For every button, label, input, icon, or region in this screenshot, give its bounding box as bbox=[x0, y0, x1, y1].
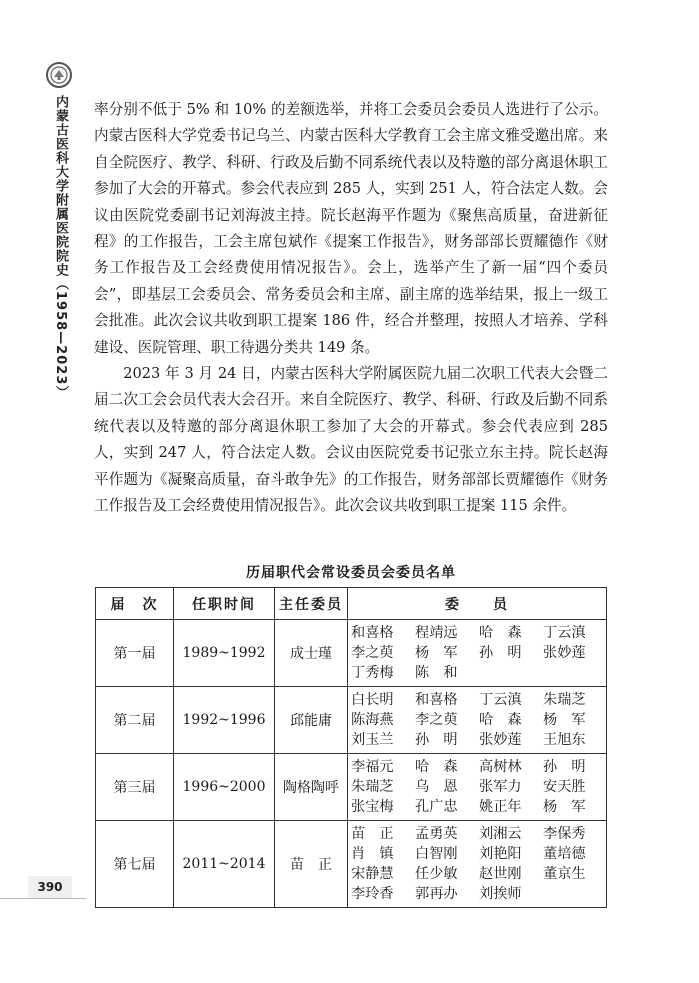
term-cell: 1996~2000 bbox=[174, 754, 275, 821]
paragraph: 率分别不低于 5% 和 10% 的差额选举，并将工会委员会委员人选进行了公示。内蒙古医科大学党委书记乌兰、内蒙古医科大学教育工会主席文雅受邀出席。来自全院医疗、教学、科研、行政及后勤不同系统代表以及特邀的部分离退休职工参加了大会的开幕式。参会代表应到 285 人，实到 251 人，符合法定人数。会议由医院党委副书记刘海波主持。院长赵海平作题为《聚焦高质量，奋进新征程》的工作报告，工会主席包斌作《提案工作报告》，财务部部长贾耀德作《财务工作报告及工会经费使用情况报告》。会上，选举产生了新一届“四个委员会”，即基层工会委员会、常务委员会和主席、副主席的选举结果，报上一级工会批准。此次会议共收到职工提案 186 件，经合并整理，按照人才培养、学科建设、医院管理、职工待遇分类共 149 条。 bbox=[94, 101, 608, 356]
committee-table bbox=[95, 587, 607, 908]
member-name: 程靖远 bbox=[415, 625, 458, 641]
member-name: 白智刚 bbox=[415, 846, 458, 862]
chair-cell: 邱能庸 bbox=[275, 687, 348, 754]
body-text bbox=[94, 97, 608, 520]
member-name: 郭再办 bbox=[415, 886, 458, 902]
member-name: 张宝梅 bbox=[351, 799, 394, 815]
member-name: 高树林 bbox=[479, 759, 522, 775]
member-name: 朱瑞芝 bbox=[543, 692, 586, 708]
member-name: 朱瑞芝 bbox=[351, 779, 394, 795]
paragraph: 2023 年 3 月 24 日，内蒙古医科大学附属医院九届二次职工代表大会暨二届二次工会会员代表大会召开。来自全院医疗、教学、科研、行政及后勤不同系统代表以及特邀的部分离退休职工参加了大会的开幕式。参会代表应到 285 人，实到 247 人，符合法定人数。会议由医院党委书记张立东主持。院长赵海平作题为《凝聚高质量，奋斗敢争先》的工作报告，财务部部长贾耀德作《财务工作报告及工会经费使用情况报告》。此次会议共收到职工提案 115 余件。 bbox=[94, 365, 608, 515]
member-name: 陈 和 bbox=[415, 665, 458, 681]
member-name: 杨 军 bbox=[543, 712, 586, 728]
header-session: 届 次 bbox=[96, 588, 174, 620]
member-name: 孔广忠 bbox=[415, 799, 458, 815]
member-name: 杨 军 bbox=[415, 645, 458, 661]
member-name: 哈 森 bbox=[479, 625, 522, 641]
members-list bbox=[348, 754, 606, 820]
member-name: 哈 森 bbox=[479, 712, 522, 728]
session-cell: 第二届 bbox=[96, 687, 174, 754]
member-name: 赵世刚 bbox=[479, 866, 522, 882]
member-name: 李之萸 bbox=[415, 712, 458, 728]
session-cell: 第一届 bbox=[96, 620, 174, 687]
members-list bbox=[348, 620, 606, 686]
table-row bbox=[96, 821, 607, 908]
member-name: 丁云滇 bbox=[479, 692, 522, 708]
members-cell bbox=[348, 687, 607, 754]
term-cell: 2011~2014 bbox=[174, 821, 275, 908]
member-name: 李之萸 bbox=[351, 645, 394, 661]
chair-cell: 苗 正 bbox=[275, 821, 348, 908]
member-name: 安天胜 bbox=[543, 779, 586, 795]
member-name: 陈海燕 bbox=[351, 712, 394, 728]
member-name: 刘艳阳 bbox=[479, 846, 522, 862]
member-name: 杨 军 bbox=[543, 799, 586, 815]
member-name: 刘玉兰 bbox=[351, 732, 394, 748]
member-name: 宋静慧 bbox=[351, 866, 394, 882]
member-name: 张军力 bbox=[479, 779, 522, 795]
table-row bbox=[96, 620, 607, 687]
members-list bbox=[348, 687, 606, 753]
member-name: 孙 明 bbox=[479, 645, 522, 661]
member-name: 孟勇英 bbox=[415, 826, 458, 842]
member-name: 白长明 bbox=[351, 692, 394, 708]
member-name: 刘挨师 bbox=[479, 886, 522, 902]
book-title: 内蒙古医科大学附属医院院史（1958—2023） bbox=[53, 95, 68, 400]
members-cell bbox=[348, 754, 607, 821]
member-name: 姚正年 bbox=[479, 799, 522, 815]
member-name: 刘湘云 bbox=[479, 826, 522, 842]
member-name: 任少敏 bbox=[415, 866, 458, 882]
member-name: 丁云滇 bbox=[543, 625, 586, 641]
member-name: 和喜格 bbox=[351, 625, 394, 641]
hospital-logo-icon bbox=[46, 62, 72, 88]
member-name: 李玲香 bbox=[351, 886, 394, 902]
members-list bbox=[348, 821, 606, 907]
member-name: 丁秀梅 bbox=[351, 665, 394, 681]
term-cell: 1989~1992 bbox=[174, 620, 275, 687]
table-title: 历届职代会常设委员会委员名单 bbox=[246, 565, 456, 581]
table-row bbox=[96, 687, 607, 754]
member-name: 张妙莲 bbox=[543, 645, 586, 661]
member-name: 乌 恩 bbox=[415, 779, 458, 795]
page-divider bbox=[0, 898, 86, 899]
member-name: 哈 森 bbox=[415, 759, 458, 775]
chair-cell: 成士瑾 bbox=[275, 620, 348, 687]
member-name: 孙 明 bbox=[415, 732, 458, 748]
header-chair: 主任委员 bbox=[275, 588, 348, 620]
member-name: 李福元 bbox=[351, 759, 394, 775]
header-term: 任职时间 bbox=[174, 588, 275, 620]
page-number: 390 bbox=[28, 876, 72, 898]
member-name: 董培德 bbox=[543, 846, 586, 862]
member-name: 孙 明 bbox=[543, 759, 586, 775]
member-name: 张妙莲 bbox=[479, 732, 522, 748]
chair-cell: 陶格陶呼 bbox=[275, 754, 348, 821]
member-name: 和喜格 bbox=[415, 692, 458, 708]
table-row bbox=[96, 754, 607, 821]
members-cell bbox=[348, 620, 607, 687]
member-name: 王旭东 bbox=[543, 732, 586, 748]
session-cell: 第三届 bbox=[96, 754, 174, 821]
member-name: 肖 镇 bbox=[351, 846, 394, 862]
member-name: 苗 正 bbox=[351, 826, 394, 842]
member-name: 董京生 bbox=[543, 866, 586, 882]
term-cell: 1992~1996 bbox=[174, 687, 275, 754]
header-members: 委 员 bbox=[348, 588, 607, 620]
member-name: 李保秀 bbox=[543, 826, 586, 842]
members-cell bbox=[348, 821, 607, 908]
table-header-row bbox=[96, 588, 607, 620]
session-cell: 第七届 bbox=[96, 821, 174, 908]
